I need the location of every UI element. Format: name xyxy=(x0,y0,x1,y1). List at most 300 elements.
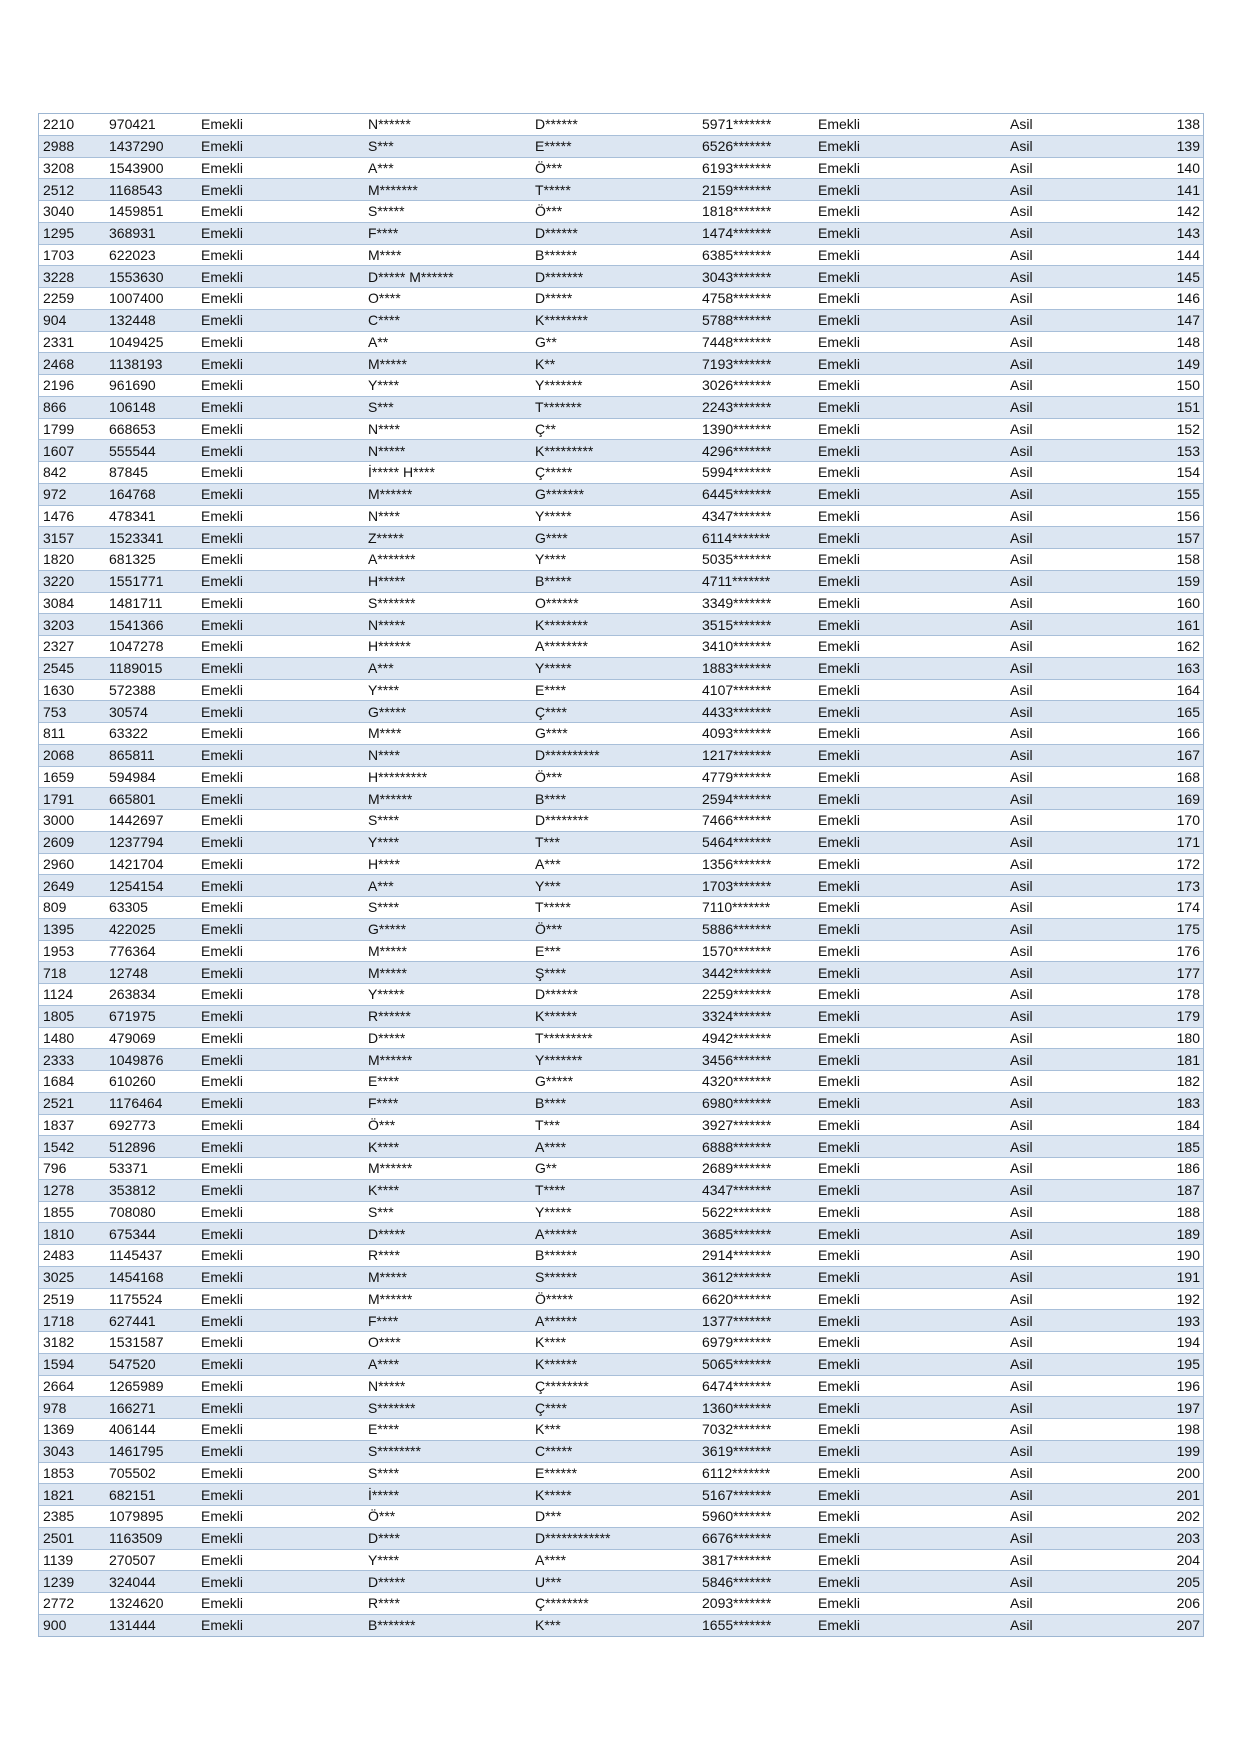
table-cell-col-sequence: 3000 xyxy=(39,810,105,832)
table-cell-col-sequence: 809 xyxy=(39,897,105,919)
table-row xyxy=(39,244,1203,266)
table-cell-col-last-name: D****** xyxy=(531,984,698,1006)
table-cell-col-first-name: S**** xyxy=(364,810,531,832)
table-cell-col-type: Asil xyxy=(1006,505,1102,527)
table-cell-col-category: Emekli xyxy=(814,1527,1006,1549)
table-cell-col-status: Emekli xyxy=(197,222,364,244)
table-cell-col-type: Asil xyxy=(1006,396,1102,418)
table-cell-col-registry-no: 555544 xyxy=(105,440,197,462)
table-cell-col-type: Asil xyxy=(1006,527,1102,549)
table-cell-col-last-name: A*** xyxy=(531,853,698,875)
table-cell-col-last-name: B****** xyxy=(531,1245,698,1267)
table-cell-col-sequence: 2545 xyxy=(39,657,105,679)
table-cell-col-first-name: F**** xyxy=(364,1092,531,1114)
table-cell-col-sequence: 1239 xyxy=(39,1571,105,1593)
table-cell-col-registry-no: 675344 xyxy=(105,1223,197,1245)
table-cell-col-id-number: 1655******* xyxy=(698,1614,814,1635)
table-cell-col-registry-no: 1163509 xyxy=(105,1527,197,1549)
table-cell-col-sequence: 978 xyxy=(39,1397,105,1419)
table-cell-col-last-name: Ç** xyxy=(531,418,698,440)
table-cell-col-rank: 175 xyxy=(1102,918,1203,940)
table-cell-col-status: Emekli xyxy=(197,266,364,288)
table-cell-col-last-name: B**** xyxy=(531,788,698,810)
table-row xyxy=(39,1462,1203,1484)
table-cell-col-id-number: 1474******* xyxy=(698,222,814,244)
table-cell-col-id-number: 6474******* xyxy=(698,1375,814,1397)
table-cell-col-status: Emekli xyxy=(197,766,364,788)
table-cell-col-first-name: A*** xyxy=(364,157,531,179)
table-cell-col-registry-no: 1047278 xyxy=(105,636,197,658)
table-cell-col-last-name: D*** xyxy=(531,1506,698,1528)
table-cell-col-registry-no: 1265989 xyxy=(105,1375,197,1397)
table-cell-col-category: Emekli xyxy=(814,1201,1006,1223)
table-cell-col-last-name: Y******* xyxy=(531,1049,698,1071)
table-cell-col-status: Emekli xyxy=(197,135,364,157)
table-cell-col-status: Emekli xyxy=(197,940,364,962)
table-cell-col-status: Emekli xyxy=(197,1092,364,1114)
table-cell-col-category: Emekli xyxy=(814,1440,1006,1462)
table-cell-col-first-name: R**** xyxy=(364,1245,531,1267)
table-cell-col-first-name: M***** xyxy=(364,940,531,962)
table-cell-col-first-name: N***** xyxy=(364,614,531,636)
table-cell-col-category: Emekli xyxy=(814,897,1006,919)
table-cell-col-first-name: N***** xyxy=(364,440,531,462)
table-cell-col-status: Emekli xyxy=(197,353,364,375)
table-cell-col-last-name: E****** xyxy=(531,1462,698,1484)
table-cell-col-status: Emekli xyxy=(197,244,364,266)
table-cell-col-status: Emekli xyxy=(197,309,364,331)
table-cell-col-last-name: D************ xyxy=(531,1527,698,1549)
table-cell-col-last-name: K** xyxy=(531,353,698,375)
table-cell-col-rank: 156 xyxy=(1102,505,1203,527)
table-row xyxy=(39,440,1203,462)
table-cell-col-rank: 176 xyxy=(1102,940,1203,962)
table-cell-col-last-name: B****** xyxy=(531,244,698,266)
table-cell-col-id-number: 6114******* xyxy=(698,527,814,549)
table-cell-col-last-name: C***** xyxy=(531,1440,698,1462)
table-cell-col-sequence: 1630 xyxy=(39,679,105,701)
table-cell-col-type: Asil xyxy=(1006,592,1102,614)
table-cell-col-id-number: 4711******* xyxy=(698,570,814,592)
table-cell-col-type: Asil xyxy=(1006,483,1102,505)
table-cell-col-category: Emekli xyxy=(814,1353,1006,1375)
table-cell-col-rank: 149 xyxy=(1102,353,1203,375)
table-cell-col-registry-no: 668653 xyxy=(105,418,197,440)
table-cell-col-status: Emekli xyxy=(197,810,364,832)
table-cell-col-status: Emekli xyxy=(197,679,364,701)
table-cell-col-first-name: D***** xyxy=(364,1571,531,1593)
table-cell-col-last-name: Ö***** xyxy=(531,1288,698,1310)
table-cell-col-type: Asil xyxy=(1006,375,1102,397)
table-cell-col-status: Emekli xyxy=(197,114,364,135)
table-cell-col-first-name: A*** xyxy=(364,657,531,679)
table-cell-col-type: Asil xyxy=(1006,288,1102,310)
table-row xyxy=(39,1266,1203,1288)
table-cell-col-status: Emekli xyxy=(197,1114,364,1136)
table-cell-col-id-number: 2159******* xyxy=(698,179,814,201)
table-row xyxy=(39,1484,1203,1506)
table-cell-col-rank: 196 xyxy=(1102,1375,1203,1397)
table-cell-col-id-number: 4320******* xyxy=(698,1071,814,1093)
table-cell-col-registry-no: 166271 xyxy=(105,1397,197,1419)
table-cell-col-registry-no: 368931 xyxy=(105,222,197,244)
table-cell-col-sequence: 1295 xyxy=(39,222,105,244)
table-cell-col-type: Asil xyxy=(1006,1136,1102,1158)
table-cell-col-rank: 184 xyxy=(1102,1114,1203,1136)
table-cell-col-id-number: 5960******* xyxy=(698,1506,814,1528)
table-cell-col-category: Emekli xyxy=(814,505,1006,527)
table-cell-col-type: Asil xyxy=(1006,1527,1102,1549)
table-row xyxy=(39,135,1203,157)
table-cell-col-id-number: 1883******* xyxy=(698,657,814,679)
table-cell-col-last-name: D******** xyxy=(531,810,698,832)
table-cell-col-last-name: G******* xyxy=(531,483,698,505)
table-cell-col-registry-no: 705502 xyxy=(105,1462,197,1484)
table-cell-col-id-number: 7032******* xyxy=(698,1419,814,1441)
table-cell-col-sequence: 1542 xyxy=(39,1136,105,1158)
table-cell-col-last-name: A****** xyxy=(531,1310,698,1332)
table-row xyxy=(39,309,1203,331)
table-cell-col-id-number: 1217******* xyxy=(698,744,814,766)
table-cell-col-category: Emekli xyxy=(814,723,1006,745)
table-cell-col-last-name: D****** xyxy=(531,114,698,135)
table-cell-col-registry-no: 1237794 xyxy=(105,831,197,853)
table-cell-col-first-name: H***** xyxy=(364,570,531,592)
table-cell-col-rank: 188 xyxy=(1102,1201,1203,1223)
table-cell-col-first-name: Y***** xyxy=(364,984,531,1006)
table-cell-col-status: Emekli xyxy=(197,636,364,658)
table-cell-col-type: Asil xyxy=(1006,788,1102,810)
table-cell-col-category: Emekli xyxy=(814,114,1006,135)
table-cell-col-category: Emekli xyxy=(814,1375,1006,1397)
table-row xyxy=(39,788,1203,810)
records-table xyxy=(39,114,1203,1636)
table-cell-col-sequence: 1607 xyxy=(39,440,105,462)
table-cell-col-rank: 152 xyxy=(1102,418,1203,440)
table-cell-col-category: Emekli xyxy=(814,244,1006,266)
table-cell-col-sequence: 3203 xyxy=(39,614,105,636)
table-cell-col-id-number: 4433******* xyxy=(698,701,814,723)
table-cell-col-sequence: 796 xyxy=(39,1158,105,1180)
table-cell-col-type: Asil xyxy=(1006,918,1102,940)
table-cell-col-first-name: K**** xyxy=(364,1179,531,1201)
table-cell-col-first-name: E**** xyxy=(364,1071,531,1093)
table-cell-col-registry-no: 406144 xyxy=(105,1419,197,1441)
table-cell-col-sequence: 811 xyxy=(39,723,105,745)
table-cell-col-rank: 141 xyxy=(1102,179,1203,201)
table-cell-col-last-name: Ö*** xyxy=(531,766,698,788)
table-cell-col-status: Emekli xyxy=(197,897,364,919)
table-row xyxy=(39,766,1203,788)
table-cell-col-type: Asil xyxy=(1006,679,1102,701)
table-cell-col-status: Emekli xyxy=(197,396,364,418)
table-row xyxy=(39,1571,1203,1593)
table-cell-col-rank: 207 xyxy=(1102,1614,1203,1635)
table-row xyxy=(39,918,1203,940)
table-cell-col-sequence: 3043 xyxy=(39,1440,105,1462)
table-cell-col-type: Asil xyxy=(1006,309,1102,331)
table-cell-col-id-number: 3324******* xyxy=(698,1005,814,1027)
table-cell-col-category: Emekli xyxy=(814,1179,1006,1201)
table-cell-col-first-name: R**** xyxy=(364,1593,531,1615)
table-cell-col-id-number: 3043******* xyxy=(698,266,814,288)
table-cell-col-first-name: S*** xyxy=(364,396,531,418)
table-cell-col-registry-no: 594984 xyxy=(105,766,197,788)
table-cell-col-id-number: 1703******* xyxy=(698,875,814,897)
table-cell-col-type: Asil xyxy=(1006,266,1102,288)
table-cell-col-last-name: K*** xyxy=(531,1614,698,1635)
table-cell-col-status: Emekli xyxy=(197,853,364,875)
table-cell-col-status: Emekli xyxy=(197,462,364,484)
table-cell-col-rank: 178 xyxy=(1102,984,1203,1006)
table-cell-col-first-name: D**** xyxy=(364,1527,531,1549)
table-cell-col-id-number: 5065******* xyxy=(698,1353,814,1375)
table-cell-col-id-number: 6980******* xyxy=(698,1092,814,1114)
table-cell-col-id-number: 3026******* xyxy=(698,375,814,397)
table-cell-col-type: Asil xyxy=(1006,1484,1102,1506)
table-cell-col-rank: 159 xyxy=(1102,570,1203,592)
table-cell-col-category: Emekli xyxy=(814,527,1006,549)
table-cell-col-category: Emekli xyxy=(814,1397,1006,1419)
table-row xyxy=(39,1179,1203,1201)
table-cell-col-id-number: 2259******* xyxy=(698,984,814,1006)
table-cell-col-rank: 186 xyxy=(1102,1158,1203,1180)
table-cell-col-sequence: 1139 xyxy=(39,1549,105,1571)
table-cell-col-last-name: Ş**** xyxy=(531,962,698,984)
table-cell-col-last-name: G**** xyxy=(531,723,698,745)
table-row xyxy=(39,1288,1203,1310)
table-cell-col-sequence: 2649 xyxy=(39,875,105,897)
table-cell-col-category: Emekli xyxy=(814,1549,1006,1571)
table-cell-col-type: Asil xyxy=(1006,875,1102,897)
table-cell-col-type: Asil xyxy=(1006,114,1102,135)
table-cell-col-category: Emekli xyxy=(814,1223,1006,1245)
table-cell-col-rank: 139 xyxy=(1102,135,1203,157)
table-cell-col-last-name: Ö*** xyxy=(531,918,698,940)
table-cell-col-status: Emekli xyxy=(197,657,364,679)
table-cell-col-registry-no: 1523341 xyxy=(105,527,197,549)
table-row xyxy=(39,614,1203,636)
table-cell-col-id-number: 6676******* xyxy=(698,1527,814,1549)
table-cell-col-last-name: T*** xyxy=(531,1114,698,1136)
table-cell-col-sequence: 3228 xyxy=(39,266,105,288)
table-cell-col-type: Asil xyxy=(1006,1397,1102,1419)
table-cell-col-type: Asil xyxy=(1006,1201,1102,1223)
table-cell-col-rank: 189 xyxy=(1102,1223,1203,1245)
table-cell-col-last-name: A**** xyxy=(531,1136,698,1158)
table-cell-col-id-number: 5846******* xyxy=(698,1571,814,1593)
table-cell-col-type: Asil xyxy=(1006,331,1102,353)
table-cell-col-category: Emekli xyxy=(814,418,1006,440)
table-cell-col-status: Emekli xyxy=(197,505,364,527)
table-cell-col-first-name: G***** xyxy=(364,701,531,723)
table-cell-col-sequence: 1594 xyxy=(39,1353,105,1375)
table-cell-col-type: Asil xyxy=(1006,897,1102,919)
table-cell-col-category: Emekli xyxy=(814,375,1006,397)
table-cell-col-status: Emekli xyxy=(197,984,364,1006)
table-row xyxy=(39,1201,1203,1223)
table-cell-col-status: Emekli xyxy=(197,1462,364,1484)
table-cell-col-registry-no: 708080 xyxy=(105,1201,197,1223)
table-cell-col-status: Emekli xyxy=(197,962,364,984)
table-cell-col-first-name: S**** xyxy=(364,897,531,919)
table-cell-col-id-number: 5971******* xyxy=(698,114,814,135)
table-cell-col-rank: 200 xyxy=(1102,1462,1203,1484)
table-cell-col-id-number: 6888******* xyxy=(698,1136,814,1158)
table-cell-col-registry-no: 1175524 xyxy=(105,1288,197,1310)
table-cell-col-rank: 187 xyxy=(1102,1179,1203,1201)
table-cell-col-first-name: S***** xyxy=(364,201,531,223)
table-cell-col-sequence: 2331 xyxy=(39,331,105,353)
table-cell-col-first-name: H********* xyxy=(364,766,531,788)
table-cell-col-status: Emekli xyxy=(197,570,364,592)
table-cell-col-category: Emekli xyxy=(814,875,1006,897)
table-cell-col-registry-no: 627441 xyxy=(105,1310,197,1332)
table-cell-col-rank: 206 xyxy=(1102,1593,1203,1615)
table-cell-col-type: Asil xyxy=(1006,1506,1102,1528)
table-cell-col-category: Emekli xyxy=(814,679,1006,701)
table-cell-col-id-number: 3927******* xyxy=(698,1114,814,1136)
table-cell-col-first-name: A**** xyxy=(364,1353,531,1375)
table-row xyxy=(39,1049,1203,1071)
table-cell-col-category: Emekli xyxy=(814,1593,1006,1615)
table-cell-col-category: Emekli xyxy=(814,1136,1006,1158)
table-row xyxy=(39,1114,1203,1136)
table-cell-col-status: Emekli xyxy=(197,549,364,571)
table-cell-col-first-name: M****** xyxy=(364,1158,531,1180)
table-cell-col-first-name: İ***** H**** xyxy=(364,462,531,484)
table-cell-col-rank: 181 xyxy=(1102,1049,1203,1071)
table-cell-col-first-name: Y**** xyxy=(364,679,531,701)
table-cell-col-rank: 161 xyxy=(1102,614,1203,636)
table-cell-col-status: Emekli xyxy=(197,1614,364,1635)
table-cell-col-id-number: 3685******* xyxy=(698,1223,814,1245)
table-cell-col-status: Emekli xyxy=(197,527,364,549)
table-cell-col-type: Asil xyxy=(1006,201,1102,223)
table-cell-col-sequence: 1820 xyxy=(39,549,105,571)
table-cell-col-category: Emekli xyxy=(814,788,1006,810)
table-row xyxy=(39,962,1203,984)
table-cell-col-last-name: Y**** xyxy=(531,549,698,571)
table-row xyxy=(39,940,1203,962)
table-cell-col-registry-no: 512896 xyxy=(105,1136,197,1158)
table-cell-col-category: Emekli xyxy=(814,853,1006,875)
table-cell-col-status: Emekli xyxy=(197,1440,364,1462)
table-cell-col-first-name: N**** xyxy=(364,418,531,440)
table-cell-col-category: Emekli xyxy=(814,831,1006,853)
table-cell-col-last-name: Ö*** xyxy=(531,157,698,179)
table-cell-col-category: Emekli xyxy=(814,1005,1006,1027)
table-cell-col-id-number: 4093******* xyxy=(698,723,814,745)
table-cell-col-id-number: 1377******* xyxy=(698,1310,814,1332)
table-cell-col-rank: 192 xyxy=(1102,1288,1203,1310)
table-cell-col-registry-no: 422025 xyxy=(105,918,197,940)
table-cell-col-type: Asil xyxy=(1006,222,1102,244)
table-cell-col-last-name: G***** xyxy=(531,1071,698,1093)
table-cell-col-first-name: A*** xyxy=(364,875,531,897)
table-row xyxy=(39,396,1203,418)
table-cell-col-id-number: 2093******* xyxy=(698,1593,814,1615)
table-cell-col-type: Asil xyxy=(1006,1375,1102,1397)
table-cell-col-type: Asil xyxy=(1006,1332,1102,1354)
table-cell-col-status: Emekli xyxy=(197,1593,364,1615)
table-cell-col-sequence: 2609 xyxy=(39,831,105,853)
table-cell-col-registry-no: 1049425 xyxy=(105,331,197,353)
table-cell-col-last-name: Y***** xyxy=(531,657,698,679)
table-cell-col-registry-no: 87845 xyxy=(105,462,197,484)
table-row xyxy=(39,853,1203,875)
table-cell-col-rank: 168 xyxy=(1102,766,1203,788)
table-cell-col-type: Asil xyxy=(1006,657,1102,679)
table-cell-col-type: Asil xyxy=(1006,1223,1102,1245)
table-row xyxy=(39,1071,1203,1093)
table-cell-col-registry-no: 63305 xyxy=(105,897,197,919)
table-cell-col-rank: 177 xyxy=(1102,962,1203,984)
table-cell-col-status: Emekli xyxy=(197,440,364,462)
table-cell-col-registry-no: 776364 xyxy=(105,940,197,962)
table-row xyxy=(39,1440,1203,1462)
table-cell-col-sequence: 842 xyxy=(39,462,105,484)
table-cell-col-category: Emekli xyxy=(814,1092,1006,1114)
table-cell-col-category: Emekli xyxy=(814,636,1006,658)
table-cell-col-last-name: K**** xyxy=(531,1332,698,1354)
table-cell-col-sequence: 3025 xyxy=(39,1266,105,1288)
table-cell-col-type: Asil xyxy=(1006,723,1102,745)
table-cell-col-category: Emekli xyxy=(814,570,1006,592)
table-cell-col-sequence: 2521 xyxy=(39,1092,105,1114)
table-cell-col-registry-no: 1551771 xyxy=(105,570,197,592)
table-cell-col-id-number: 3442******* xyxy=(698,962,814,984)
table-cell-col-type: Asil xyxy=(1006,940,1102,962)
table-cell-col-registry-no: 324044 xyxy=(105,1571,197,1593)
table-cell-col-type: Asil xyxy=(1006,462,1102,484)
table-cell-col-type: Asil xyxy=(1006,1353,1102,1375)
table-cell-col-sequence: 753 xyxy=(39,701,105,723)
table-cell-col-registry-no: 63322 xyxy=(105,723,197,745)
table-cell-col-last-name: S****** xyxy=(531,1266,698,1288)
table-cell-col-registry-no: 1543900 xyxy=(105,157,197,179)
table-cell-col-type: Asil xyxy=(1006,744,1102,766)
table-cell-col-registry-no: 1324620 xyxy=(105,1593,197,1615)
table-cell-col-rank: 144 xyxy=(1102,244,1203,266)
table-cell-col-rank: 172 xyxy=(1102,853,1203,875)
table-cell-col-type: Asil xyxy=(1006,1549,1102,1571)
table-cell-col-sequence: 1684 xyxy=(39,1071,105,1093)
table-cell-col-registry-no: 263834 xyxy=(105,984,197,1006)
table-row xyxy=(39,1549,1203,1571)
table-cell-col-status: Emekli xyxy=(197,418,364,440)
table-cell-col-registry-no: 1049876 xyxy=(105,1049,197,1071)
table-cell-col-first-name: H**** xyxy=(364,853,531,875)
table-row xyxy=(39,1158,1203,1180)
table-cell-col-status: Emekli xyxy=(197,1005,364,1027)
table-cell-col-first-name: İ***** xyxy=(364,1484,531,1506)
table-cell-col-last-name: D***** xyxy=(531,288,698,310)
table-cell-col-category: Emekli xyxy=(814,592,1006,614)
table-cell-col-sequence: 2960 xyxy=(39,853,105,875)
table-cell-col-rank: 203 xyxy=(1102,1527,1203,1549)
table-cell-col-id-number: 2243******* xyxy=(698,396,814,418)
table-cell-col-registry-no: 1437290 xyxy=(105,135,197,157)
table-cell-col-rank: 145 xyxy=(1102,266,1203,288)
table-cell-col-sequence: 1718 xyxy=(39,1310,105,1332)
table-cell-col-id-number: 3619******* xyxy=(698,1440,814,1462)
table-cell-col-rank: 158 xyxy=(1102,549,1203,571)
table-cell-col-last-name: U*** xyxy=(531,1571,698,1593)
table-cell-col-category: Emekli xyxy=(814,940,1006,962)
table-cell-col-category: Emekli xyxy=(814,201,1006,223)
table-cell-col-last-name: B**** xyxy=(531,1092,698,1114)
